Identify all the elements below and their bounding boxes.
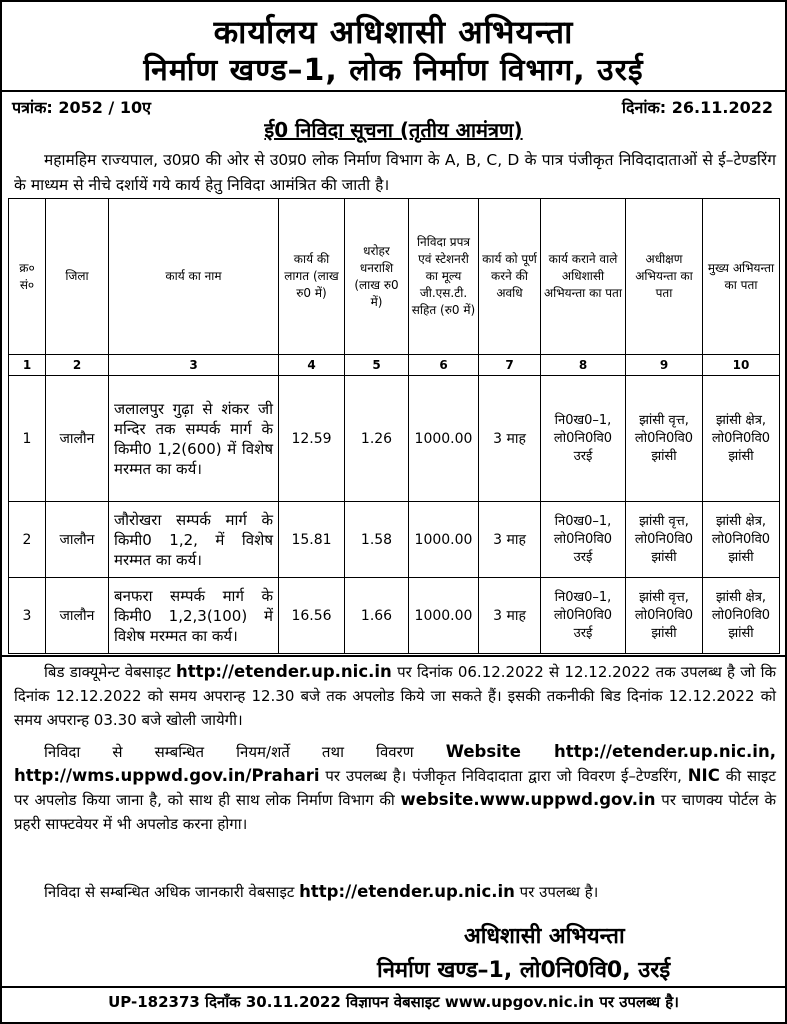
note3-text-b: पर उपलब्ध है। [519,883,599,901]
cell-cost: 16.56 [279,578,345,654]
col-header-district: जिला [46,199,109,355]
col-number: 7 [479,355,541,376]
works-table [8,198,780,654]
cell-district: जालौन [46,502,109,578]
terms-text [14,740,776,836]
col-number: 5 [345,355,409,376]
table-header-row [9,199,780,355]
cell-ce-address: झांसी क्षेत्र, लो0नि0वि0 झांसी [703,578,780,654]
col-number: 10 [703,355,780,376]
note3-text-a: निविदा से सम्बन्धित अधिक जानकारी वेबसाइट [44,883,295,901]
terms-paragraph [14,740,776,836]
cell-district: जालौन [46,578,109,654]
col-header-cost: कार्य की लागत (लाख रु0 में) [279,199,345,355]
office-heading: कार्यालय अधिशासी अभियन्ता [213,13,574,51]
cell-emd: 1.26 [345,376,409,502]
cell-work-name: जौरोखरा सम्पर्क मार्ग के किमी0 1,2, में विशेष मरम्मत का कर्य। [109,502,279,578]
uppwd-website-link[interactable]: website.www.uppwd.gov.in [400,790,656,809]
letter-date: दिनांक: 26.11.2022 [621,98,773,117]
cell-ee-address: नि0ख0–1, लो0नि0वि0 उरई [541,376,626,502]
cell-work-name: बनफरा सम्पर्क मार्ग के किमी0 1,2,3(100) में विशेष मरम्मत का कर्य। [109,578,279,654]
col-header-se-address: अधीक्षण अभियन्ता का पता [626,199,703,355]
nic-label: NIC [687,766,720,785]
note2-text-d: पर चाणक्य पोर्टल के प्रहरी साफ्टवेयर में भी अपलोड करना होगा। [14,791,776,833]
col-number: 2 [46,355,109,376]
table-bottom-divider [2,655,785,657]
note2-text-c: की साइट पर अपलोड किया जाना है, को साथ ही साथ लोक निर्माण विभाग की [14,767,776,809]
notice-title-text: ई0 निविदा सूचना (तृतीय आमंत्रण) [264,118,523,142]
cell-ee-address: नि0ख0–1, लो0नि0वि0 उरई [541,578,626,654]
note2-text-b: पर उपलब्ध है। पंजीकृत निविदादाता द्वारा जो विवरण ई–टेण्डरिंग, [325,767,682,785]
footer-divider [2,986,785,988]
header-divider [2,90,785,92]
column-number-row [9,355,780,376]
bid-availability-paragraph [14,660,776,732]
cell-sn: 2 [9,502,46,578]
note2-text-a: निविदा से सम्बन्धित नियम/शर्ते तथा विवरण [44,743,414,761]
signature-office: निर्माण खण्ड–1, लो0नि0वि0, उरई [377,958,671,983]
col-number: 6 [409,355,479,376]
cell-work-name: जलालपुर गुढ़ा से शंकर जी मन्दिर तक सम्पर्क मार्ग के किमी0 1,2(600) में विशेष मरम्मत का कर्य। [109,376,279,502]
note1-text-a: बिड डाक्यूमेन्ट वेबसाइट [44,663,171,681]
bid-availability-text [14,660,776,732]
etender-link[interactable]: http://etender.up.nic.in [176,662,392,681]
cell-cost: 15.81 [279,502,345,578]
cell-fee: 1000.00 [409,502,479,578]
table-row [9,376,780,502]
etender-link-2[interactable]: http://etender.up.nic.in [299,882,515,901]
col-number: 9 [626,355,703,376]
cell-emd: 1.66 [345,578,409,654]
footer-advertisement-line: UP-182373 दिनाँक 30.11.2022 विज्ञापन वेबसाइट www.upgov.nic.in पर उपलब्ध है। [108,993,679,1011]
letter-number: पत्रांक: 2052 / 10ए [12,98,151,117]
col-number: 1 [9,355,46,376]
cell-fee: 1000.00 [409,376,479,502]
cell-sn: 3 [9,578,46,654]
cell-sn: 1 [9,376,46,502]
col-number: 8 [541,355,626,376]
cell-period: 3 माह [479,376,541,502]
note1-text-b: पर दिनांक 06.12.2022 से 12.12.2022 तक उपलब्ध है जो कि दिनांक 12.12.2022 को समय अपरान्ह 12.30 बजे तक अपलोड किये जा सकते हैं। इसकी तकनीकी बिड दिनांक 12.12.2022 को समय अपरान्ह 03.30 बजे खोली जायेगी। [14,663,776,729]
col-header-emd: धरोहर धनराशि (लाख रु0 में) [345,199,409,355]
signature-designation: अधिशासी अभियन्ता [464,924,625,949]
cell-period: 3 माह [479,502,541,578]
cell-se-address: झांसी वृत्त, लो0नि0वि0 झांसी [626,578,703,654]
col-header-fee: निविदा प्रपत्र एवं स्टेशनरी का मूल्य जी.एस.टी. सहित (रु0 में) [409,199,479,355]
col-number: 3 [109,355,279,376]
col-header-period: कार्य को पूर्ण करने की अवधि [479,199,541,355]
cell-ee-address: नि0ख0–1, लो0नि0वि0 उरई [541,502,626,578]
more-info-paragraph [14,880,776,904]
division-heading: निर्माण खण्ड–1, लोक निर्माण विभाग, उरई [143,53,644,88]
cell-emd: 1.58 [345,502,409,578]
cell-cost: 12.59 [279,376,345,502]
col-header-work: कार्य का नाम [109,199,279,355]
col-header-ce-address: मुख्य अभियन्ता का पता [703,199,780,355]
col-header-sn: क्र० सं० [9,199,46,355]
cell-se-address: झांसी वृत्त, लो0नि0वि0 झांसी [626,376,703,502]
notice-title [2,116,785,143]
cell-ce-address: झांसी क्षेत्र, लो0नि0वि0 झांसी [703,502,780,578]
cell-se-address: झांसी वृत्त, लो0नि0वि0 झांसी [626,502,703,578]
cell-district: जालौन [46,376,109,502]
cell-fee: 1000.00 [409,578,479,654]
intro-paragraph [14,148,776,198]
cell-ce-address: झांसी क्षेत्र, लो0नि0वि0 झांसी [703,376,780,502]
website-links[interactable]: Website http://etender.up.nic.in, http://wms.uppwd.gov.in/Prahari [14,742,776,785]
table-row [9,578,780,654]
cell-period: 3 माह [479,578,541,654]
intro-text: महामहिम राज्यपाल, उ0प्र0 की ओर से उ0प्र0 लोक निर्माण विभाग के A, B, C, D के पात्र पंजीकृत निविदादाताओं से ई–टेण्डरिंग के माध्यम से नीचे दर्शायें गये कार्य हेतु निविदा आमंत्रित की जाती है। [14,151,776,194]
more-info-text [14,880,776,904]
col-number: 4 [279,355,345,376]
table-row [9,502,780,578]
col-header-ee-address: कार्य कराने वाले अधिशासी अभियन्ता का पता [541,199,626,355]
